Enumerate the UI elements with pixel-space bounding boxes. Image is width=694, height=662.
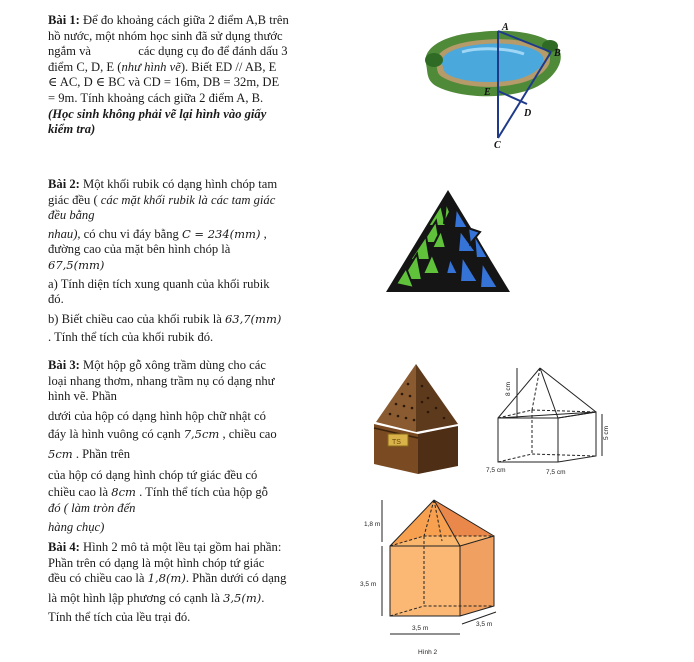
problem-1-head: Bài 1: (48, 13, 80, 27)
tent-figure (358, 494, 508, 658)
problem-2-head: Bài 2: (48, 177, 80, 191)
top-face-hidden (532, 410, 596, 412)
problem-1: Bài 1: Để đo khoảng cách giữa 2 điểm A,B trên hồ nước, một nhóm học sinh đã sử dụng thước ngắm và các dụng cụ đo để đánh dấu 3 điểm C, D, E (như hình vẽ). Biết ED // AB, E ∈ AC, D ∈ BC và CD = 16m, DB = 32m, DE = 9m. Tính khoảng cách giữa 2 điểm A, B. (Học sinh không phải vẽ lại hình vào giấy kiểm tra) (48, 13, 289, 137)
problem-2: Bài 2: Một khối rubik có dạng hình chóp tam giác đều ( các mặt khối rubik là các tam giác đều bằng nhau), có chu vi đáy bằng C = 234(mm) , đường cao của mặt bên hình chóp là 67,5(mm) a) Tính diện tích xung quanh của khối rubik đó. b) Biết chiều cao của khối rubik là 63,7(mm) . Tính thể tích của khối rubik đó. (48, 177, 282, 345)
lake-figure (418, 20, 578, 150)
box-base-side (418, 426, 458, 474)
roof-hole (395, 403, 398, 406)
tree-left (425, 53, 443, 67)
problem-4: Bài 4: Hình 2 mô tả một lều tại gồm hai phần: Phần trên có dạng là một hình chóp tứ giác đều có chiều cao là 1,8(m). Phần dưới có dạng là một hình lập phương có cạnh là 3,5(m). Tính thể tích của lều trại đó. (48, 540, 287, 625)
box-edge-bottom-label: 7,5 cm (546, 469, 566, 476)
box-diagram (484, 362, 614, 480)
incense-box-figure (358, 362, 473, 480)
problem-3-head: Bài 3: (48, 358, 80, 372)
box-roof-left (376, 364, 416, 432)
box-lock-label: TS (392, 439, 401, 446)
tent-bottom-label: 3,5 m (412, 625, 429, 632)
roof-hole (405, 417, 408, 420)
label-E: E (484, 87, 491, 98)
tent-cube-side (460, 536, 494, 616)
label-A: A (502, 22, 509, 33)
apex-edge (532, 368, 540, 410)
tent-top-label: 1,8 m (364, 521, 381, 528)
roof-hole (413, 419, 416, 422)
top-face (498, 412, 596, 418)
tent-caption: Hình 2 (418, 649, 438, 656)
label-B: B (554, 48, 561, 59)
label-C: C (494, 140, 501, 150)
roof-hole (427, 397, 430, 400)
roof-hole (421, 401, 424, 404)
roof-hole (411, 407, 414, 410)
rubik-figure (384, 188, 512, 298)
roof-hole (427, 411, 430, 414)
box-side-label: 5 cm (603, 425, 610, 440)
blue-sticker (454, 208, 468, 228)
label-D: D (524, 108, 532, 119)
box-base-front (374, 424, 418, 474)
roof-hole (409, 395, 412, 398)
roof-hole (421, 385, 424, 388)
roof-hole (443, 417, 446, 420)
roof-hole (407, 383, 410, 386)
roof-hole (401, 393, 404, 396)
box-roof-right (416, 364, 458, 432)
box-height-label: 8 cm (505, 381, 512, 396)
roof-hole (435, 407, 438, 410)
tent-side-label: 3,5 m (360, 581, 377, 588)
roof-hole (389, 413, 392, 416)
roof-hole (397, 415, 400, 418)
problem-3: Bài 3: Một hộp gỗ xông trầm dùng cho các loại nhang thơm, nhang trầm nụ có dạng như hình vẽ. Phần dưới của hộp có dạng hình hộp chữ nhật có đáy là hình vuông có cạnh 7,5cm , chiều cao 5cm . Phần trên của hộp có dạng hình chóp tứ giác đều có chiều cao là 8cm . Tính thể tích của hộp gỗ đó ( làm tròn đến hàng chục) (48, 358, 277, 535)
problem-4-head: Bài 4: (48, 540, 80, 554)
tent-depth-label: 3,5 m (476, 621, 493, 628)
box-edge-left-label: 7,5 cm (486, 467, 506, 474)
roof-hole (403, 405, 406, 408)
